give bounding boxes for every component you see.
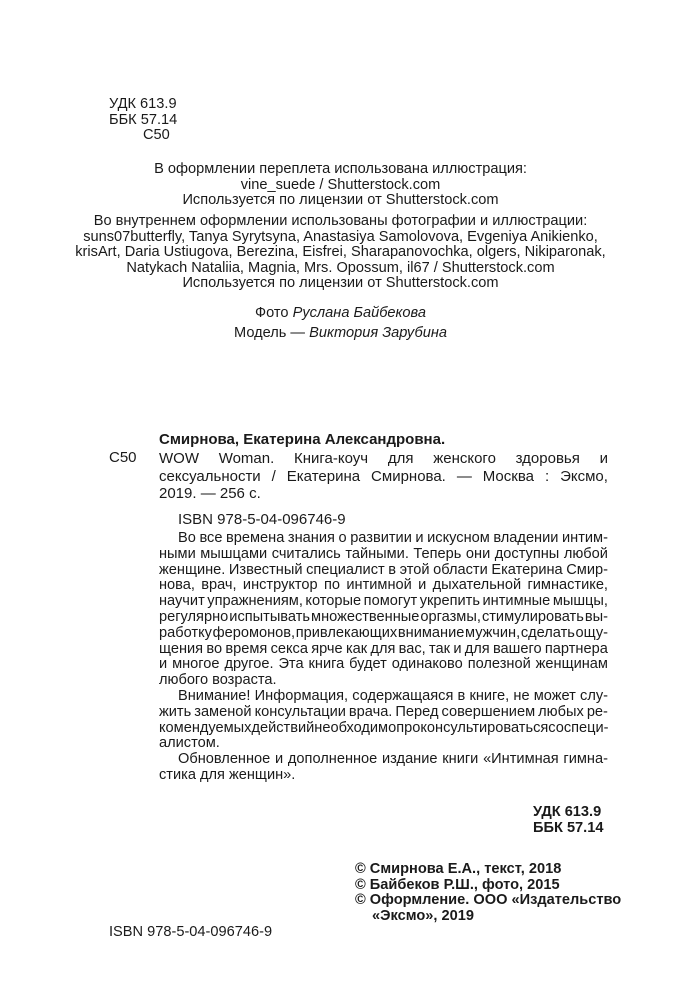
credit-line: krisArt, Daria Ustiugova, Berezina, Eisfrei, Sharapanovochka, olgers, Nikiparonak,: [75, 244, 606, 260]
bottom-isbn: ISBN 978-5-04-096746-9: [109, 924, 273, 940]
annotation-line: и многое другое. Эта книга будет одинаково полезной женщинам: [159, 656, 608, 673]
model-credit-label: Модель —: [234, 325, 306, 341]
annotation-line: ными мышцами считались тайными. Теперь они доступны любой: [159, 545, 608, 562]
catalog-isbn: ISBN 978-5-04-096746-9: [178, 511, 346, 528]
annotation-line: любого возраста.: [159, 672, 277, 689]
annotation-line: щения во время секса ярче как для вас, так и для вашего партнера: [159, 640, 608, 657]
annotation-line: алистом.: [159, 735, 220, 752]
photographer-name: Руслана Байбекова: [292, 305, 426, 321]
description-line: [159, 485, 608, 503]
catalog-author: Смирнова, Екатерина Александровна.: [159, 431, 446, 448]
bbk-code: ББК 57.14: [533, 819, 604, 836]
annotation-line: стика для женщин».: [159, 766, 296, 783]
bottom-classification-codes: [533, 805, 603, 836]
udk-code: УДК 613.9: [109, 96, 177, 112]
copyright-line: © Байбеков Р.Ш., фото, 2015: [355, 876, 560, 893]
annotation-line: Во все времена знания о развитии и искусном владении интим-: [178, 530, 608, 546]
annotation-line: женщине. Известный специалист в этой области Екатерина Смир-: [159, 561, 608, 578]
annotation-line: регулярно испытывать множественные оргазмы, стимулировать вы-: [159, 608, 608, 625]
model-credit: [0, 325, 681, 341]
annotation-line: жить заменой консультации врача. Перед совершением любых ре-: [159, 703, 608, 720]
description-line: WOW Woman. Книга-коуч для женского здоровья и: [159, 450, 608, 467]
udk-code: УДК 613.9: [533, 804, 602, 820]
credit-line: В оформлении переплета использована иллюстрация:: [154, 161, 527, 177]
credit-line: vine_suede / Shutterstock.com: [240, 176, 441, 193]
copyright-line: © Оформление. ООО «Издательство: [355, 892, 622, 908]
annotation-line: работку феромонов, привлекающих внимание мужчин, сделать ощу-: [159, 624, 608, 641]
top-classification-codes: [109, 97, 177, 144]
credit-line: suns07butterfly, Tanya Syrytsyna, Anastasiya Samolovova, Evgeniya Anikienko,: [83, 228, 598, 245]
author-mark: С50: [143, 127, 170, 143]
annotation-line: Обновленное и дополненное издание книги «Интимная гимна-: [178, 751, 608, 768]
credit-line: Используется по лицензии от Shutterstock.com: [182, 275, 499, 291]
catalog-author-mark: С50: [109, 449, 137, 466]
credit-line: Используется по лицензии от Shutterstock.com: [182, 192, 499, 208]
description-line: сексуальности / Екатерина Смирнова. — Москва : Эксмо,: [159, 467, 608, 485]
copyright-block: [355, 862, 621, 924]
photo-credit: [0, 305, 681, 321]
credit-line: Во внутреннем оформлении использованы фотографии и иллюстрации:: [93, 213, 588, 229]
copyright-line: © Смирнова Е.А., текст, 2018: [355, 861, 562, 877]
annotation-line: научит упражнениям, которые помогут укрепить интимные мышцы,: [159, 593, 608, 610]
bbk-code: ББК 57.14: [109, 111, 178, 128]
model-name: Виктория Зарубина: [309, 325, 447, 341]
annotation-line: комендуемых действий необходимо проконсультироваться со специ-: [159, 719, 609, 736]
annotation-line: нова, врач, инструктор по интимной и дыхательной гимнастике,: [159, 577, 608, 594]
cover-credits: [0, 162, 681, 209]
description-text: 2019. — 256 с.: [159, 485, 261, 502]
credit-line: Natykach Nataliia, Magnia, Mrs. Opossum, il67 / Shutterstock.com: [126, 259, 555, 276]
annotation: [159, 531, 608, 784]
photo-credit-label: Фото: [255, 305, 289, 321]
copyright-line: «Эксмо», 2019: [372, 907, 474, 924]
interior-credits: [0, 214, 681, 292]
annotation-line: Внимание! Информация, содержащаяся в книге, не может слу-: [178, 687, 608, 704]
catalog-description: [159, 450, 608, 503]
